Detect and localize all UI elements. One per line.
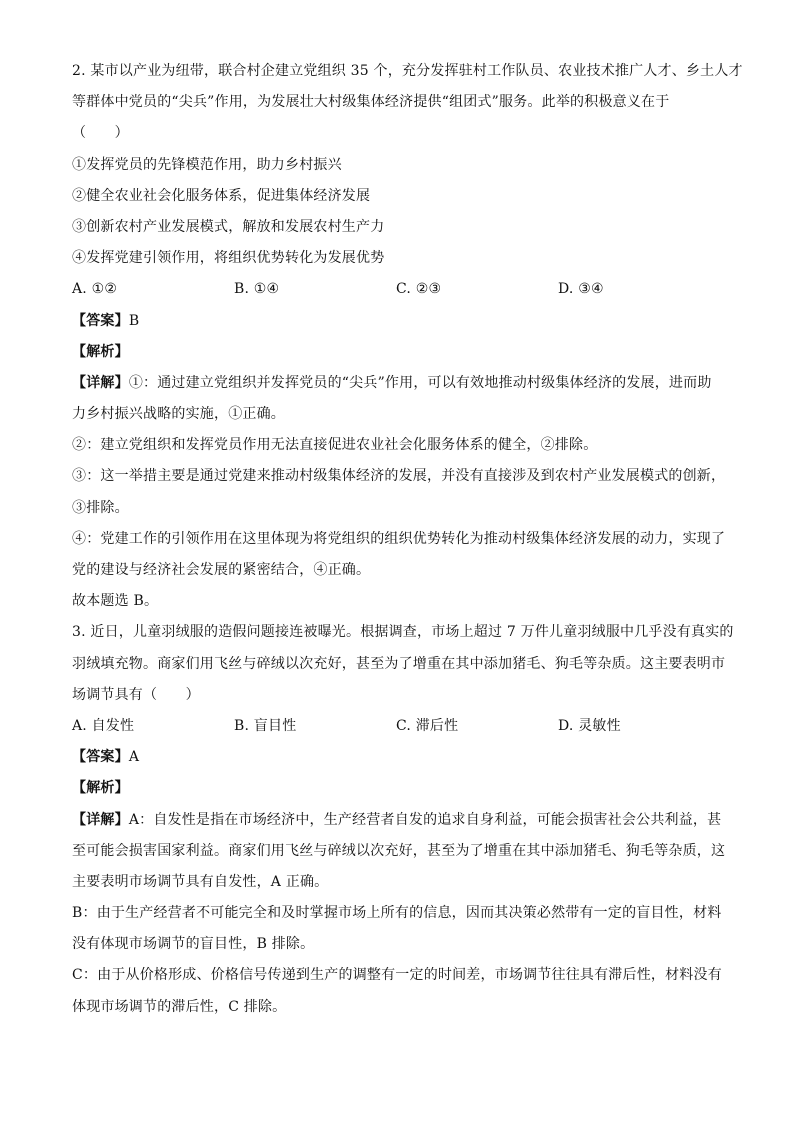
- q2-analysis-line-3: ②：建立党组织和发挥党员作用无法直接促进农业社会化服务体系的健全，②排除。: [72, 437, 598, 454]
- q2-option-b: B. ①④: [234, 281, 280, 298]
- q2-option-c: C. ②③: [396, 281, 442, 298]
- q2-answer-label: 【答案】: [72, 312, 129, 329]
- q3-option-c: C. 滞后性: [396, 717, 459, 734]
- q3-stem-line-3: 场调节具有（ ）: [72, 686, 200, 703]
- q2-item-3: ③创新农村产业发展模式，解放和发展农村生产力: [72, 218, 385, 235]
- q3-analysis-line-6: C：由于从价格形成、价格信号传递到生产的调整有一定的时间差，市场调节往往具有滞后性，材料没有: [72, 967, 722, 984]
- document-page: [72, 62, 743, 1029]
- q2-item-2: ②健全农业社会化服务体系，促进集体经济发展: [72, 187, 371, 204]
- q3-analysis-label: 【解析】: [72, 780, 129, 797]
- q3-analysis-heading: [72, 779, 722, 810]
- q2-item-4: ④发挥党建引领作用，将组织优势转化为发展优势: [72, 250, 385, 267]
- q3-analysis-line-3: 主要表明市场调节具有自发性，A 正确。: [72, 873, 329, 890]
- q2-options: [72, 280, 722, 311]
- q3-analysis-line-7: 体现市场调节的滞后性，C 排除。: [72, 998, 287, 1015]
- q3-answer: [72, 748, 722, 779]
- q3-answer-value: A: [128, 749, 140, 766]
- q3-analysis-line-1: [72, 811, 722, 842]
- q3-option-a: A. 自发性: [72, 717, 135, 734]
- q3-option-d: D. 灵敏性: [558, 717, 621, 734]
- q2-analysis-line-8: 故本题选 B。: [72, 593, 159, 610]
- q2-detail-label: 【详解】: [72, 374, 129, 391]
- q2-analysis-line-2: 力乡村振兴战略的实施，①正确。: [72, 406, 285, 423]
- q2-analysis-line-5: ③排除。: [72, 499, 129, 516]
- q2-stem-line-3: （ ）: [72, 125, 129, 142]
- q2-answer-value: B: [128, 312, 140, 329]
- q2-answer: [72, 312, 722, 343]
- q3-answer-label: 【答案】: [72, 749, 129, 766]
- q2-analysis-label: 【解析】: [72, 343, 129, 360]
- q2-option-a: A. ①②: [72, 281, 118, 298]
- q3-option-b: B. 盲目性: [234, 717, 297, 734]
- q3-analysis-text-1: A：自发性是指在市场经济中，生产经营者自发的追求自身利益，可能会损害社会公共利益，甚: [128, 811, 722, 828]
- q2-analysis-line-1: [72, 374, 722, 405]
- q2-stem-line-2: 等群体中党员的“尖兵”作用，为发展壮大村级集体经济提供“组团式”服务。此举的积极意义在于: [72, 94, 670, 111]
- q2-analysis-line-4: ③：这一举措主要是通过党建来推动村级集体经济的发展，并没有直接涉及到农村产业发展模式的创新，: [72, 468, 726, 485]
- q2-stem-line-1: 2. 某市以产业为纽带，联合村企建立党组织 35 个，充分发挥驻村工作队员、农业技术推广人才、乡土人才: [72, 63, 743, 79]
- q2-analysis-line-6: ④：党建工作的引领作用在这里体现为将党组织的组织优势转化为推动村级集体经济发展的动力，实现了: [72, 530, 726, 547]
- q3-analysis-line-5: 没有体现市场调节的盲目性，B 排除。: [72, 936, 315, 953]
- q3-options: [72, 717, 722, 748]
- q2-analysis-line-7: 党的建设与经济社会发展的紧密结合，④正确。: [72, 562, 371, 578]
- q3-analysis-line-4: B：由于生产经营者不可能完全和及时掌握市场上所有的信息，因而其决策必然带有一定的盲目性，材料: [72, 905, 722, 922]
- q2-analysis-text-1: ①：通过建立党组织并发挥党员的“尖兵”作用，可以有效地推动村级集体经济的发展，进而助: [128, 374, 712, 391]
- q3-stem-line-2: 羽绒填充物。商家们用飞丝与碎绒以次充好，甚至为了增重在其中添加猪毛、狗毛等杂质。这主要表明市: [72, 655, 726, 672]
- q2-option-d: D. ③④: [558, 281, 604, 298]
- q3-analysis-line-2: 至可能会损害国家利益。商家们用飞丝与碎绒以次充好，甚至为了增重在其中添加猪毛、狗毛等杂质，这: [72, 842, 726, 859]
- q2-analysis-heading: [72, 343, 722, 374]
- q3-detail-label: 【详解】: [72, 811, 129, 828]
- q2-item-1: ①发挥党员的先锋模范作用，助力乡村振兴: [72, 156, 342, 173]
- q3-stem-line-1: 3. 近日，儿童羽绒服的造假问题接连被曝光。根据调查，市场上超过 7 万件儿童羽绒服中几乎没有真实的: [72, 624, 734, 641]
